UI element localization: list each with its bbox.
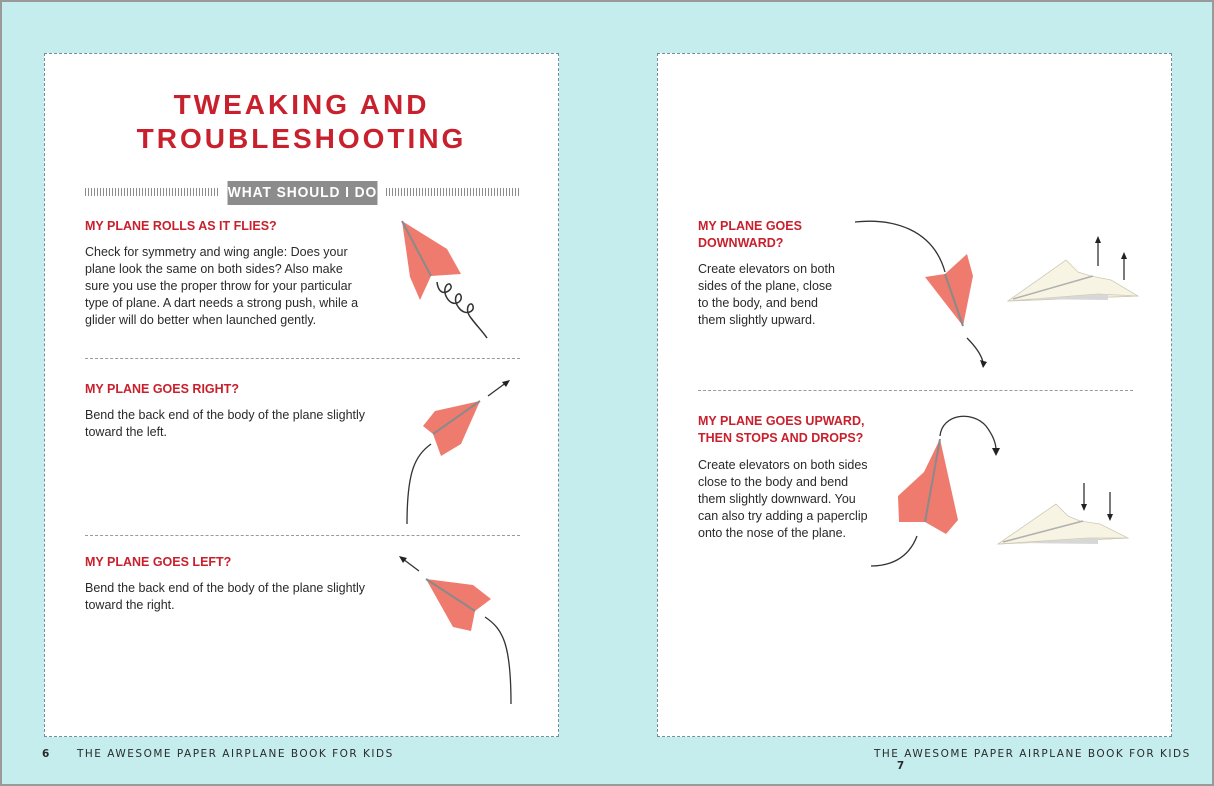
- answer-line: onto the nose of the plane.: [698, 526, 847, 540]
- plane-stalling-with-elevators-down-icon: [868, 406, 1148, 566]
- question-heading: [698, 218, 802, 252]
- answer-line: sides of the plane, close: [698, 279, 833, 293]
- question-heading: MY PLANE ROLLS AS IT FLIES?: [85, 219, 277, 233]
- answer-text: [698, 457, 868, 542]
- plane-curving-right-icon: [395, 376, 525, 526]
- plane-curving-left-icon: [395, 549, 525, 709]
- section-divider: [698, 390, 1133, 391]
- page-number: 6: [42, 748, 50, 760]
- plane-diving-with-elevators-up-icon: [853, 214, 1153, 374]
- answer-line: Create elevators on both sides: [698, 458, 868, 472]
- page-number: 7: [896, 760, 905, 772]
- right-page: [657, 53, 1172, 737]
- answer-line: close to the body and bend: [698, 475, 849, 489]
- banner-ticks-right: [386, 188, 520, 196]
- banner-label: WHAT SHOULD I DO IF:: [228, 181, 378, 205]
- answer-text: Check for symmetry and wing angle: Does your plane look the same on both sides? Also make sure you use the proper throw for your particular type of plane. A dart needs a strong push, while a glider will do better when launched gently.: [85, 245, 359, 327]
- footer-right: [874, 748, 1212, 772]
- title-line-2: TROUBLESHOOTING: [136, 123, 467, 154]
- answer-line: them slightly downward. You: [698, 492, 856, 506]
- answer-line: to the body, and bend: [698, 296, 819, 310]
- banner-ticks-left: [85, 188, 219, 196]
- book-title: THE AWESOME PAPER AIRPLANE BOOK FOR KIDS: [874, 748, 1191, 760]
- answer-text: Bend the back end of the body of the plane slightly toward the right.: [85, 581, 366, 612]
- plane-spiral-icon: [395, 214, 515, 354]
- answer-text: Bend the back end of the body of the plane slightly toward the left.: [85, 408, 366, 439]
- footer-left: [42, 748, 394, 760]
- section-divider: [85, 358, 520, 359]
- section-banner: [85, 181, 520, 225]
- section-divider: [85, 535, 520, 536]
- page-title: [45, 88, 558, 156]
- question-line: MY PLANE GOES: [698, 219, 802, 233]
- question-heading: [698, 413, 864, 447]
- left-page: [44, 53, 559, 737]
- question-line: MY PLANE GOES UPWARD,: [698, 414, 865, 428]
- question-line: DOWNWARD?: [698, 236, 784, 250]
- question-line: THEN STOPS AND DROPS?: [698, 431, 864, 445]
- question-heading: MY PLANE GOES RIGHT?: [85, 382, 239, 396]
- answer-line: them slightly upward.: [698, 313, 816, 327]
- answer-line: Create elevators on both: [698, 262, 835, 276]
- title-line-1: TWEAKING AND: [173, 89, 430, 120]
- answer-text: [698, 261, 835, 329]
- answer-line: can also try adding a paperclip: [698, 509, 868, 523]
- question-heading: MY PLANE GOES LEFT?: [85, 555, 232, 569]
- book-title: THE AWESOME PAPER AIRPLANE BOOK FOR KIDS: [77, 748, 394, 760]
